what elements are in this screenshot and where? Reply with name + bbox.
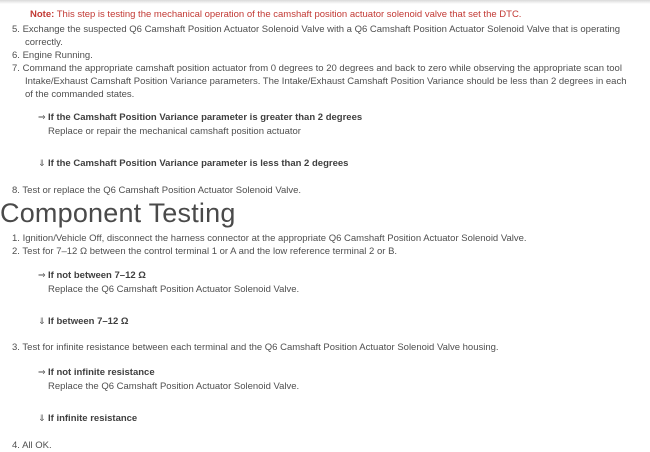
down-double-arrow-icon: ⇓ [38,317,46,327]
note-label: Note: [30,9,55,20]
branch-condition: If infinite resistance [48,413,138,424]
decision-branch-infinite [38,412,650,426]
step-1 [0,232,650,245]
decision-branch-in-range [38,315,650,329]
decision-branch-greater-than-2 [38,111,650,125]
step-3 [0,341,650,354]
step-number: 4. [12,440,20,451]
step-6 [0,49,650,62]
down-double-arrow-icon: ⇓ [38,159,46,169]
step-text: Exchange the suspected Q6 Camshaft Position Actuator Solenoid Valve with a Q6 Camshaft Position Actuator Solenoid Valve that is operating correctly. [22,24,621,48]
branch-action: Replace the Q6 Camshaft Position Actuator Solenoid Valve. [48,381,300,392]
section-heading-component-testing: Component Testing [0,198,236,228]
branch-condition: If not between 7–12 Ω [48,270,146,281]
branch-action: Replace or repair the mechanical camshaft position actuator [48,126,301,137]
branch-condition: If the Camshaft Position Variance parameter is greater than 2 degrees [48,112,363,123]
step-2 [0,245,650,258]
step-text: Command the appropriate camshaft position actuator from 0 degrees to 20 degrees and back to zero while observing the appropriate scan tool Intake/Exhaust Camshaft Position Variance parameters. The Intake/Exhaust Camshaft Position Variance should be less than 2 degrees in each of the commanded states. [22,63,627,100]
procedure-document [0,8,650,452]
step-number: 2. [12,246,20,257]
step-text: Test for infinite resistance between each terminal and the Q6 Camshaft Position Actuator Solenoid Valve housing. [22,342,499,353]
branch-action: Replace the Q6 Camshaft Position Actuator Solenoid Valve. [48,284,300,295]
decision-branch-not-infinite [38,366,650,380]
step-number: 6. [12,50,20,61]
right-double-arrow-icon: ⇒ [38,271,46,281]
right-double-arrow-icon: ⇒ [38,113,46,123]
step-number: 8. [12,185,20,196]
step-7 [0,62,650,101]
branch-condition: If between 7–12 Ω [48,316,129,327]
step-number: 5. [12,24,20,35]
step-number: 3. [12,342,20,353]
decision-branch-less-than-2 [38,157,650,171]
step-5 [0,23,650,49]
step-text: Ignition/Vehicle Off, disconnect the harness connector at the appropriate Q6 Camshaft Position Actuator Solenoid Valve. [22,233,527,244]
branch-condition: If not infinite resistance [48,367,155,378]
decision-branch-not-in-range [38,269,650,283]
step-text: Test for 7–12 Ω between the control terminal 1 or A and the low reference terminal 2 or B. [22,246,398,257]
step-text: Engine Running. [22,50,93,61]
down-double-arrow-icon: ⇓ [38,414,46,424]
step-8 [0,184,650,197]
right-double-arrow-icon: ⇒ [38,368,46,378]
step-text: Test or replace the Q6 Camshaft Position Actuator Solenoid Valve. [22,185,302,196]
step-text: All OK. [22,440,52,451]
top-toolbar-shadow [0,0,650,4]
step-number: 7. [12,63,20,74]
step-4 [0,439,650,452]
note-line [30,8,642,21]
step-number: 1. [12,233,20,244]
branch-condition: If the Camshaft Position Variance parameter is less than 2 degrees [48,158,349,169]
note-text: This step is testing the mechanical operation of the camshaft position actuator solenoid valve that set the DTC. [56,9,522,20]
